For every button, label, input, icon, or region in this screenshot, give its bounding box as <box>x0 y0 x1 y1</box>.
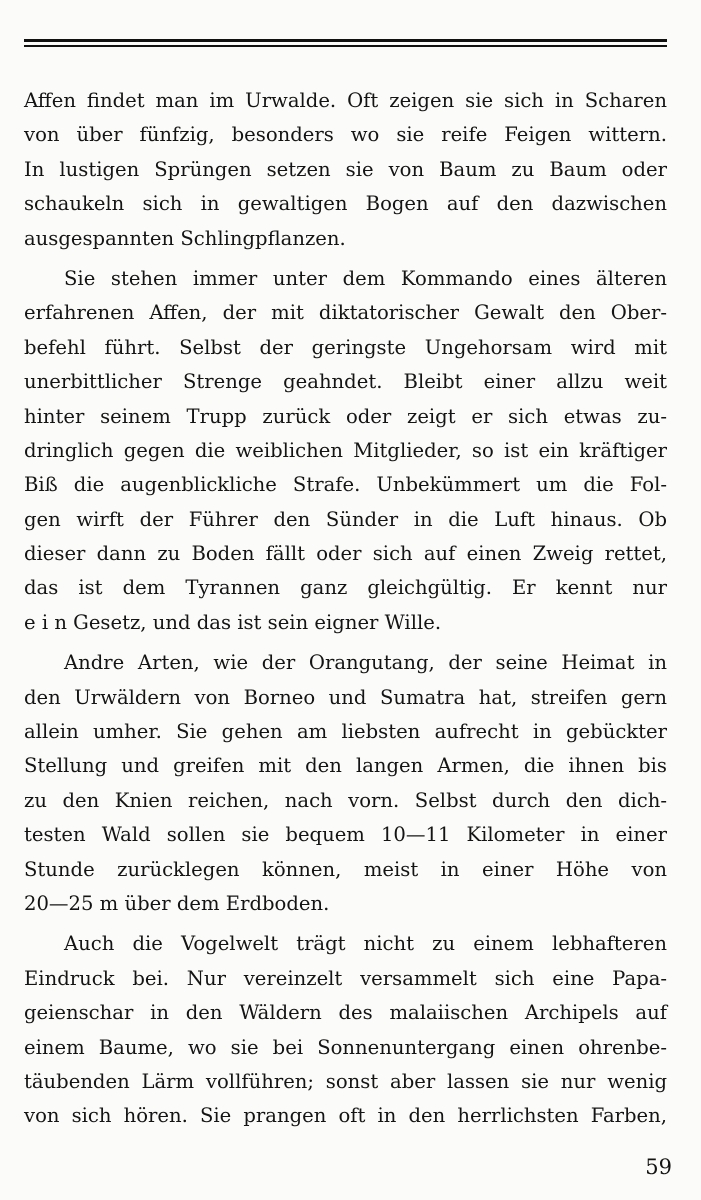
text-line: Affen findet man im Urwalde. Oft zeigen sie sich in Scharen <box>24 89 667 112</box>
text-line: dieser dann zu Boden fällt oder sich auf einen Zweig rettet, <box>24 542 667 566</box>
text-line: e i n Gesetz, und das ist sein eigner Wille. <box>24 610 442 634</box>
text-line: hinter seinem Trupp zurück oder zeigt er sich etwas zu- <box>24 404 667 428</box>
text-line: unerbittlicher Strenge geahndet. Bleibt einer allzu weit <box>24 370 667 394</box>
text-line: Sie stehen immer unter dem Kommando eines älteren <box>64 266 667 290</box>
text-line: 20—25 m über dem Erdboden. <box>24 891 330 915</box>
text-line: ausgespannten Schlingpflanzen. <box>24 226 346 250</box>
text-line: erfahrenen Affen, der mit diktatorischer Gewalt den Ober- <box>24 301 667 325</box>
text-line: von sich hören. Sie prangen oft in den herrlichsten Farben, <box>24 1104 667 1128</box>
text-line: Biß die augenblickliche Strafe. Unbekümmert um die Fol- <box>24 473 667 497</box>
text-line: dringlich gegen die weiblichen Mitglieder, so ist ein kräftiger <box>24 438 667 462</box>
header-rule-thick <box>24 39 667 42</box>
text-line: zu den Knien reichen, nach vorn. Selbst durch den dich- <box>24 788 667 812</box>
text-line: täubenden Lärm vollführen; sonst aber lassen sie nur wenig <box>24 1069 667 1093</box>
text-line: befehl führt. Selbst der geringste Ungehorsam wird mit <box>24 335 667 359</box>
text-line: geienschar in den Wäldern des malaiischen Archipels auf <box>24 1001 667 1025</box>
body-text <box>24 84 667 1134</box>
header-rule-thin <box>24 45 667 47</box>
text-line: Stellung und greifen mit den langen Armen, die ihnen bis <box>24 754 667 778</box>
text-line: gen wirft der Führer den Sünder in die Luft hinaus. Ob <box>24 507 667 531</box>
text-line: testen Wald sollen sie bequem 10—11 Kilometer in einer <box>24 823 667 847</box>
text-line: Auch die Vogelwelt trägt nicht zu einem lebhafteren <box>64 932 667 956</box>
text-line: allein umher. Sie gehen am liebsten aufrecht in gebückter <box>24 720 667 744</box>
page-number: 59 <box>645 1155 672 1179</box>
text-line: In lustigen Sprüngen setzen sie von Baum zu Baum oder <box>24 157 667 181</box>
text-line: den Urwäldern von Borneo und Sumatra hat, streifen gern <box>24 685 667 709</box>
text-line: von über fünfzig, besonders wo sie reife Feigen wittern. <box>24 123 667 147</box>
text-line: einem Baume, wo sie bei Sonnenuntergang einen ohrenbe- <box>24 1035 667 1059</box>
text-line: Eindruck bei. Nur vereinzelt versammelt sich eine Papa- <box>24 966 667 990</box>
text-line: das ist dem Tyrannen ganz gleichgültig. Er kennt nur <box>24 576 667 600</box>
text-line: Stunde zurücklegen können, meist in einer Höhe von <box>24 857 667 881</box>
text-line: Andre Arten, wie der Orangutang, der seine Heimat in <box>64 651 667 675</box>
text-line: schaukeln sich in gewaltigen Bogen auf den dazwischen <box>24 192 667 216</box>
